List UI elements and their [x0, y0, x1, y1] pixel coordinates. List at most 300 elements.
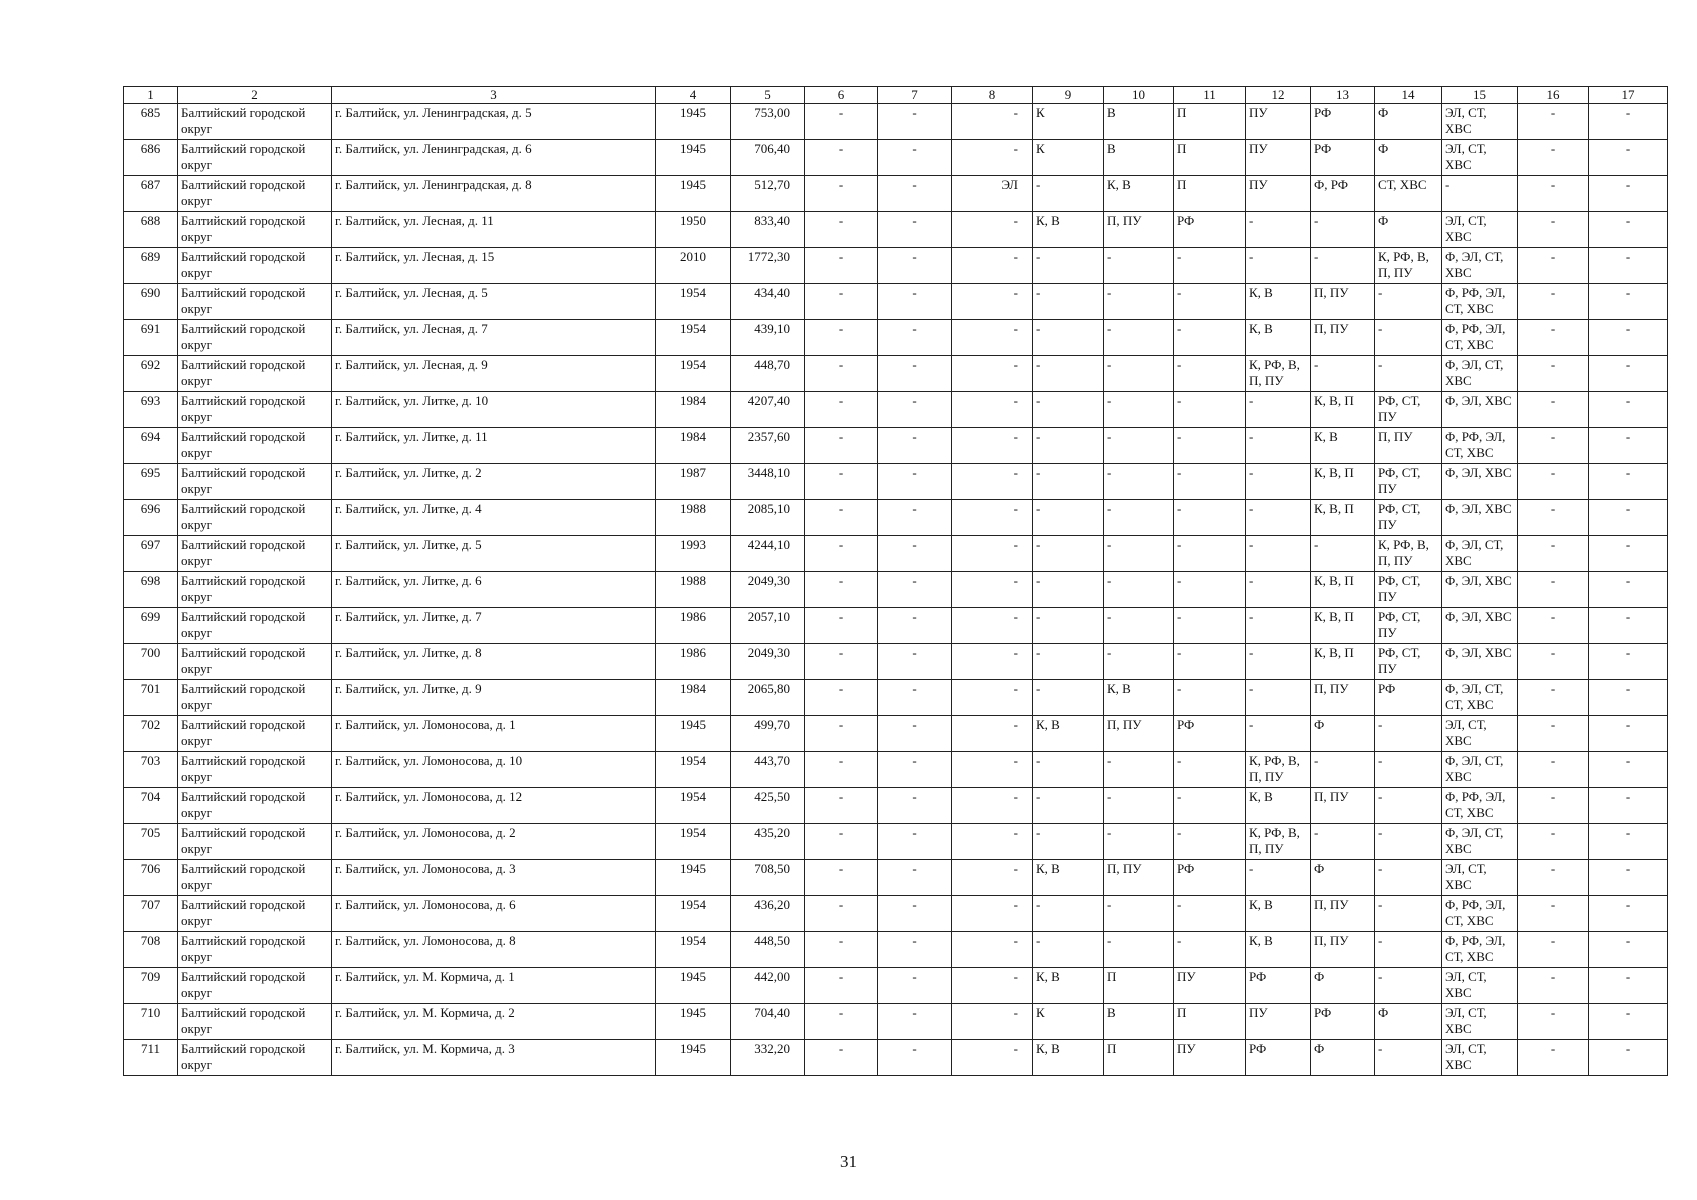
cell-col-16: -: [1518, 176, 1589, 212]
cell-col-14: Ф: [1375, 140, 1442, 176]
cell-col-9: -: [1033, 428, 1104, 464]
cell-col-3: г. Балтийск, ул. Ломоносова, д. 10: [332, 752, 656, 788]
cell-col-10: -: [1104, 248, 1174, 284]
cell-col-11: РФ: [1174, 212, 1246, 248]
cell-col-8: -: [952, 896, 1033, 932]
cell-col-7: -: [878, 284, 952, 320]
cell-col-7: -: [878, 104, 952, 140]
cell-col-11: П: [1174, 1004, 1246, 1040]
cell-col-11: -: [1174, 392, 1246, 428]
cell-col-1: 690: [124, 284, 178, 320]
cell-col-17: -: [1589, 572, 1668, 608]
cell-col-14: -: [1375, 752, 1442, 788]
cell-col-11: -: [1174, 428, 1246, 464]
cell-col-3: г. Балтийск, ул. Литке, д. 6: [332, 572, 656, 608]
cell-col-10: К, В: [1104, 176, 1174, 212]
cell-col-1: 707: [124, 896, 178, 932]
cell-col-16: -: [1518, 824, 1589, 860]
cell-col-13: К, В, П: [1311, 644, 1375, 680]
table-row: [124, 284, 1668, 320]
column-number-row: [124, 87, 1668, 104]
column-number-12: 12: [1246, 87, 1311, 104]
cell-col-9: -: [1033, 284, 1104, 320]
cell-col-2: Балтийский городской округ: [178, 320, 332, 356]
cell-col-3: г. Балтийск, ул. Литке, д. 2: [332, 464, 656, 500]
table-row: [124, 932, 1668, 968]
cell-col-5: 2357,60: [731, 428, 805, 464]
cell-col-13: П, ПУ: [1311, 896, 1375, 932]
cell-col-3: г. Балтийск, ул. М. Кормича, д. 2: [332, 1004, 656, 1040]
cell-col-8: ЭЛ: [952, 176, 1033, 212]
table-row: [124, 608, 1668, 644]
cell-col-15: -: [1442, 176, 1518, 212]
table-row: [124, 536, 1668, 572]
cell-col-7: -: [878, 248, 952, 284]
table-row: [124, 860, 1668, 896]
cell-col-13: Ф: [1311, 716, 1375, 752]
cell-col-2: Балтийский городской округ: [178, 1040, 332, 1076]
cell-col-3: г. Балтийск, ул. Литке, д. 8: [332, 644, 656, 680]
cell-col-9: -: [1033, 392, 1104, 428]
cell-col-14: Ф: [1375, 104, 1442, 140]
cell-col-9: -: [1033, 500, 1104, 536]
cell-col-15: Ф, ЭЛ, СТ, ХВС: [1442, 248, 1518, 284]
cell-col-17: -: [1589, 320, 1668, 356]
cell-col-5: 2065,80: [731, 680, 805, 716]
cell-col-12: -: [1246, 608, 1311, 644]
cell-col-13: Ф, РФ: [1311, 176, 1375, 212]
table-row: [124, 176, 1668, 212]
cell-col-17: -: [1589, 788, 1668, 824]
cell-col-8: -: [952, 1040, 1033, 1076]
table-row: [124, 212, 1668, 248]
cell-col-4: 1954: [656, 824, 731, 860]
cell-col-9: -: [1033, 320, 1104, 356]
cell-col-6: -: [805, 608, 878, 644]
cell-col-3: г. Балтийск, ул. Ленинградская, д. 6: [332, 140, 656, 176]
cell-col-17: -: [1589, 608, 1668, 644]
cell-col-7: -: [878, 788, 952, 824]
cell-col-1: 699: [124, 608, 178, 644]
cell-col-16: -: [1518, 500, 1589, 536]
column-number-11: 11: [1174, 87, 1246, 104]
cell-col-7: -: [878, 572, 952, 608]
cell-col-1: 704: [124, 788, 178, 824]
cell-col-1: 710: [124, 1004, 178, 1040]
cell-col-11: -: [1174, 284, 1246, 320]
cell-col-6: -: [805, 1040, 878, 1076]
cell-col-12: ПУ: [1246, 104, 1311, 140]
cell-col-7: -: [878, 824, 952, 860]
cell-col-8: -: [952, 572, 1033, 608]
cell-col-12: К, В: [1246, 320, 1311, 356]
cell-col-14: Ф: [1375, 1004, 1442, 1040]
cell-col-12: -: [1246, 212, 1311, 248]
cell-col-10: -: [1104, 608, 1174, 644]
cell-col-15: Ф, РФ, ЭЛ, СТ, ХВС: [1442, 932, 1518, 968]
cell-col-5: 499,70: [731, 716, 805, 752]
cell-col-2: Балтийский городской округ: [178, 284, 332, 320]
cell-col-8: -: [952, 680, 1033, 716]
cell-col-10: П: [1104, 968, 1174, 1004]
cell-col-8: -: [952, 536, 1033, 572]
cell-col-11: -: [1174, 356, 1246, 392]
cell-col-17: -: [1589, 716, 1668, 752]
cell-col-8: -: [952, 644, 1033, 680]
cell-col-7: -: [878, 680, 952, 716]
cell-col-14: РФ, СТ, ПУ: [1375, 500, 1442, 536]
cell-col-9: -: [1033, 356, 1104, 392]
page-number: 31: [840, 1152, 857, 1171]
cell-col-10: П, ПУ: [1104, 716, 1174, 752]
cell-col-11: -: [1174, 536, 1246, 572]
cell-col-12: -: [1246, 644, 1311, 680]
cell-col-15: Ф, ЭЛ, ХВС: [1442, 392, 1518, 428]
table-row: [124, 428, 1668, 464]
cell-col-12: ПУ: [1246, 1004, 1311, 1040]
cell-col-10: -: [1104, 464, 1174, 500]
cell-col-5: 2049,30: [731, 644, 805, 680]
cell-col-7: -: [878, 176, 952, 212]
cell-col-11: -: [1174, 320, 1246, 356]
cell-col-3: г. Балтийск, ул. М. Кормича, д. 1: [332, 968, 656, 1004]
cell-col-11: -: [1174, 896, 1246, 932]
cell-col-8: -: [952, 428, 1033, 464]
cell-col-6: -: [805, 356, 878, 392]
cell-col-13: -: [1311, 536, 1375, 572]
cell-col-5: 448,50: [731, 932, 805, 968]
column-number-16: 16: [1518, 87, 1589, 104]
cell-col-11: -: [1174, 788, 1246, 824]
cell-col-1: 688: [124, 212, 178, 248]
cell-col-11: -: [1174, 644, 1246, 680]
cell-col-5: 706,40: [731, 140, 805, 176]
cell-col-3: г. Балтийск, ул. Литке, д. 5: [332, 536, 656, 572]
cell-col-2: Балтийский городской округ: [178, 896, 332, 932]
table-row: [124, 1004, 1668, 1040]
cell-col-4: 1984: [656, 680, 731, 716]
cell-col-16: -: [1518, 932, 1589, 968]
cell-col-12: -: [1246, 860, 1311, 896]
cell-col-17: -: [1589, 248, 1668, 284]
cell-col-2: Балтийский городской округ: [178, 212, 332, 248]
cell-col-2: Балтийский городской округ: [178, 932, 332, 968]
cell-col-4: 1954: [656, 284, 731, 320]
cell-col-4: 1954: [656, 932, 731, 968]
cell-col-5: 439,10: [731, 320, 805, 356]
cell-col-6: -: [805, 968, 878, 1004]
cell-col-6: -: [805, 104, 878, 140]
cell-col-9: -: [1033, 536, 1104, 572]
cell-col-14: -: [1375, 356, 1442, 392]
cell-col-15: ЭЛ, СТ, ХВС: [1442, 716, 1518, 752]
cell-col-16: -: [1518, 896, 1589, 932]
cell-col-12: -: [1246, 392, 1311, 428]
cell-col-10: -: [1104, 788, 1174, 824]
cell-col-14: -: [1375, 896, 1442, 932]
cell-col-7: -: [878, 932, 952, 968]
cell-col-16: -: [1518, 356, 1589, 392]
cell-col-2: Балтийский городской округ: [178, 860, 332, 896]
cell-col-11: П: [1174, 176, 1246, 212]
cell-col-4: 1945: [656, 104, 731, 140]
cell-col-4: 1954: [656, 356, 731, 392]
cell-col-10: В: [1104, 1004, 1174, 1040]
cell-col-2: Балтийский городской округ: [178, 176, 332, 212]
cell-col-5: 704,40: [731, 1004, 805, 1040]
cell-col-5: 512,70: [731, 176, 805, 212]
cell-col-16: -: [1518, 104, 1589, 140]
cell-col-6: -: [805, 212, 878, 248]
cell-col-1: 706: [124, 860, 178, 896]
cell-col-16: -: [1518, 212, 1589, 248]
cell-col-12: -: [1246, 464, 1311, 500]
cell-col-4: 1945: [656, 176, 731, 212]
cell-col-14: Ф: [1375, 212, 1442, 248]
cell-col-3: г. Балтийск, ул. М. Кормича, д. 3: [332, 1040, 656, 1076]
cell-col-14: РФ, СТ, ПУ: [1375, 572, 1442, 608]
cell-col-9: К, В: [1033, 212, 1104, 248]
column-number-7: 7: [878, 87, 952, 104]
cell-col-9: К, В: [1033, 968, 1104, 1004]
cell-col-5: 442,00: [731, 968, 805, 1004]
cell-col-4: 1945: [656, 1004, 731, 1040]
cell-col-8: -: [952, 716, 1033, 752]
cell-col-11: П: [1174, 140, 1246, 176]
table-row: [124, 896, 1668, 932]
cell-col-12: К, РФ, В, П, ПУ: [1246, 752, 1311, 788]
cell-col-9: -: [1033, 464, 1104, 500]
cell-col-15: ЭЛ, СТ, ХВС: [1442, 860, 1518, 896]
column-number-10: 10: [1104, 87, 1174, 104]
table-row: [124, 572, 1668, 608]
cell-col-7: -: [878, 212, 952, 248]
cell-col-3: г. Балтийск, ул. Ломоносова, д. 3: [332, 860, 656, 896]
cell-col-15: Ф, РФ, ЭЛ, СТ, ХВС: [1442, 428, 1518, 464]
cell-col-4: 1986: [656, 608, 731, 644]
table-row: [124, 716, 1668, 752]
cell-col-11: РФ: [1174, 716, 1246, 752]
cell-col-11: -: [1174, 752, 1246, 788]
cell-col-11: -: [1174, 248, 1246, 284]
cell-col-12: -: [1246, 716, 1311, 752]
cell-col-8: -: [952, 392, 1033, 428]
cell-col-10: -: [1104, 644, 1174, 680]
cell-col-14: К, РФ, В, П, ПУ: [1375, 536, 1442, 572]
cell-col-15: Ф, ЭЛ, СТ, ХВС: [1442, 356, 1518, 392]
cell-col-15: ЭЛ, СТ, ХВС: [1442, 212, 1518, 248]
cell-col-1: 687: [124, 176, 178, 212]
cell-col-8: -: [952, 248, 1033, 284]
cell-col-12: -: [1246, 536, 1311, 572]
cell-col-10: -: [1104, 824, 1174, 860]
cell-col-3: г. Балтийск, ул. Литке, д. 4: [332, 500, 656, 536]
cell-col-11: ПУ: [1174, 1040, 1246, 1076]
cell-col-10: В: [1104, 140, 1174, 176]
cell-col-16: -: [1518, 428, 1589, 464]
column-number-13: 13: [1311, 87, 1375, 104]
cell-col-2: Балтийский городской округ: [178, 392, 332, 428]
cell-col-9: -: [1033, 644, 1104, 680]
cell-col-2: Балтийский городской округ: [178, 500, 332, 536]
cell-col-9: -: [1033, 824, 1104, 860]
cell-col-15: Ф, РФ, ЭЛ, СТ, ХВС: [1442, 896, 1518, 932]
cell-col-2: Балтийский городской округ: [178, 716, 332, 752]
cell-col-3: г. Балтийск, ул. Лесная, д. 5: [332, 284, 656, 320]
cell-col-16: -: [1518, 1040, 1589, 1076]
cell-col-7: -: [878, 968, 952, 1004]
cell-col-4: 1954: [656, 788, 731, 824]
cell-col-14: РФ, СТ, ПУ: [1375, 644, 1442, 680]
cell-col-7: -: [878, 356, 952, 392]
cell-col-13: РФ: [1311, 104, 1375, 140]
cell-col-4: 1945: [656, 968, 731, 1004]
cell-col-6: -: [805, 536, 878, 572]
cell-col-8: -: [952, 500, 1033, 536]
cell-col-7: -: [878, 1040, 952, 1076]
cell-col-13: К, В, П: [1311, 572, 1375, 608]
cell-col-12: РФ: [1246, 968, 1311, 1004]
cell-col-12: РФ: [1246, 1040, 1311, 1076]
cell-col-12: -: [1246, 500, 1311, 536]
cell-col-13: РФ: [1311, 140, 1375, 176]
cell-col-2: Балтийский городской округ: [178, 608, 332, 644]
cell-col-11: -: [1174, 464, 1246, 500]
column-number-14: 14: [1375, 87, 1442, 104]
cell-col-16: -: [1518, 644, 1589, 680]
cell-col-6: -: [805, 500, 878, 536]
cell-col-3: г. Балтийск, ул. Ленинградская, д. 5: [332, 104, 656, 140]
cell-col-8: -: [952, 212, 1033, 248]
cell-col-12: К, В: [1246, 896, 1311, 932]
cell-col-2: Балтийский городской округ: [178, 536, 332, 572]
cell-col-16: -: [1518, 140, 1589, 176]
cell-col-13: П, ПУ: [1311, 680, 1375, 716]
cell-col-13: Ф: [1311, 1040, 1375, 1076]
cell-col-17: -: [1589, 212, 1668, 248]
cell-col-11: -: [1174, 572, 1246, 608]
cell-col-2: Балтийский городской округ: [178, 428, 332, 464]
cell-col-7: -: [878, 140, 952, 176]
cell-col-16: -: [1518, 752, 1589, 788]
cell-col-8: -: [952, 968, 1033, 1004]
cell-col-17: -: [1589, 1004, 1668, 1040]
cell-col-1: 698: [124, 572, 178, 608]
cell-col-10: -: [1104, 392, 1174, 428]
cell-col-15: Ф, РФ, ЭЛ, СТ, ХВС: [1442, 788, 1518, 824]
cell-col-17: -: [1589, 644, 1668, 680]
cell-col-15: Ф, ЭЛ, СТ, ХВС: [1442, 824, 1518, 860]
cell-col-7: -: [878, 752, 952, 788]
cell-col-3: г. Балтийск, ул. Лесная, д. 15: [332, 248, 656, 284]
cell-col-16: -: [1518, 320, 1589, 356]
cell-col-17: -: [1589, 500, 1668, 536]
cell-col-7: -: [878, 896, 952, 932]
cell-col-4: 1988: [656, 500, 731, 536]
cell-col-8: -: [952, 284, 1033, 320]
cell-col-1: 701: [124, 680, 178, 716]
cell-col-13: П, ПУ: [1311, 788, 1375, 824]
cell-col-15: Ф, РФ, ЭЛ, СТ, ХВС: [1442, 320, 1518, 356]
cell-col-7: -: [878, 1004, 952, 1040]
cell-col-10: -: [1104, 284, 1174, 320]
cell-col-13: К, В, П: [1311, 464, 1375, 500]
cell-col-6: -: [805, 392, 878, 428]
cell-col-6: -: [805, 464, 878, 500]
cell-col-10: К, В: [1104, 680, 1174, 716]
cell-col-6: -: [805, 680, 878, 716]
cell-col-15: ЭЛ, СТ, ХВС: [1442, 1004, 1518, 1040]
cell-col-5: 1772,30: [731, 248, 805, 284]
cell-col-8: -: [952, 824, 1033, 860]
cell-col-11: -: [1174, 608, 1246, 644]
cell-col-8: -: [952, 932, 1033, 968]
cell-col-13: П, ПУ: [1311, 932, 1375, 968]
cell-col-5: 3448,10: [731, 464, 805, 500]
cell-col-3: г. Балтийск, ул. Лесная, д. 11: [332, 212, 656, 248]
cell-col-17: -: [1589, 896, 1668, 932]
cell-col-1: 703: [124, 752, 178, 788]
cell-col-5: 435,20: [731, 824, 805, 860]
cell-col-17: -: [1589, 1040, 1668, 1076]
cell-col-16: -: [1518, 860, 1589, 896]
cell-col-10: -: [1104, 320, 1174, 356]
cell-col-14: П, ПУ: [1375, 428, 1442, 464]
cell-col-6: -: [805, 248, 878, 284]
cell-col-15: ЭЛ, СТ, ХВС: [1442, 1040, 1518, 1076]
cell-col-9: К: [1033, 104, 1104, 140]
cell-col-13: К, В, П: [1311, 392, 1375, 428]
cell-col-9: -: [1033, 248, 1104, 284]
cell-col-12: -: [1246, 572, 1311, 608]
column-number-17: 17: [1589, 87, 1668, 104]
cell-col-1: 705: [124, 824, 178, 860]
cell-col-6: -: [805, 716, 878, 752]
cell-col-11: -: [1174, 932, 1246, 968]
cell-col-2: Балтийский городской округ: [178, 356, 332, 392]
cell-col-12: -: [1246, 428, 1311, 464]
column-number-5: 5: [731, 87, 805, 104]
cell-col-3: г. Балтийск, ул. Лесная, д. 9: [332, 356, 656, 392]
cell-col-14: -: [1375, 788, 1442, 824]
table-row: [124, 356, 1668, 392]
cell-col-15: Ф, РФ, ЭЛ, СТ, ХВС: [1442, 284, 1518, 320]
cell-col-10: -: [1104, 572, 1174, 608]
cell-col-16: -: [1518, 392, 1589, 428]
cell-col-12: К, РФ, В, П, ПУ: [1246, 824, 1311, 860]
cell-col-6: -: [805, 284, 878, 320]
cell-col-2: Балтийский городской округ: [178, 572, 332, 608]
cell-col-2: Балтийский городской округ: [178, 680, 332, 716]
table-row: [124, 104, 1668, 140]
cell-col-10: -: [1104, 536, 1174, 572]
cell-col-13: Ф: [1311, 968, 1375, 1004]
cell-col-8: -: [952, 320, 1033, 356]
cell-col-11: -: [1174, 824, 1246, 860]
cell-col-1: 696: [124, 500, 178, 536]
cell-col-10: П: [1104, 1040, 1174, 1076]
cell-col-1: 697: [124, 536, 178, 572]
column-number-15: 15: [1442, 87, 1518, 104]
cell-col-5: 2057,10: [731, 608, 805, 644]
cell-col-14: -: [1375, 1040, 1442, 1076]
cell-col-3: г. Балтийск, ул. Ломоносова, д. 1: [332, 716, 656, 752]
cell-col-9: -: [1033, 896, 1104, 932]
cell-col-6: -: [805, 896, 878, 932]
cell-col-16: -: [1518, 284, 1589, 320]
cell-col-1: 711: [124, 1040, 178, 1076]
column-number-3: 3: [332, 87, 656, 104]
